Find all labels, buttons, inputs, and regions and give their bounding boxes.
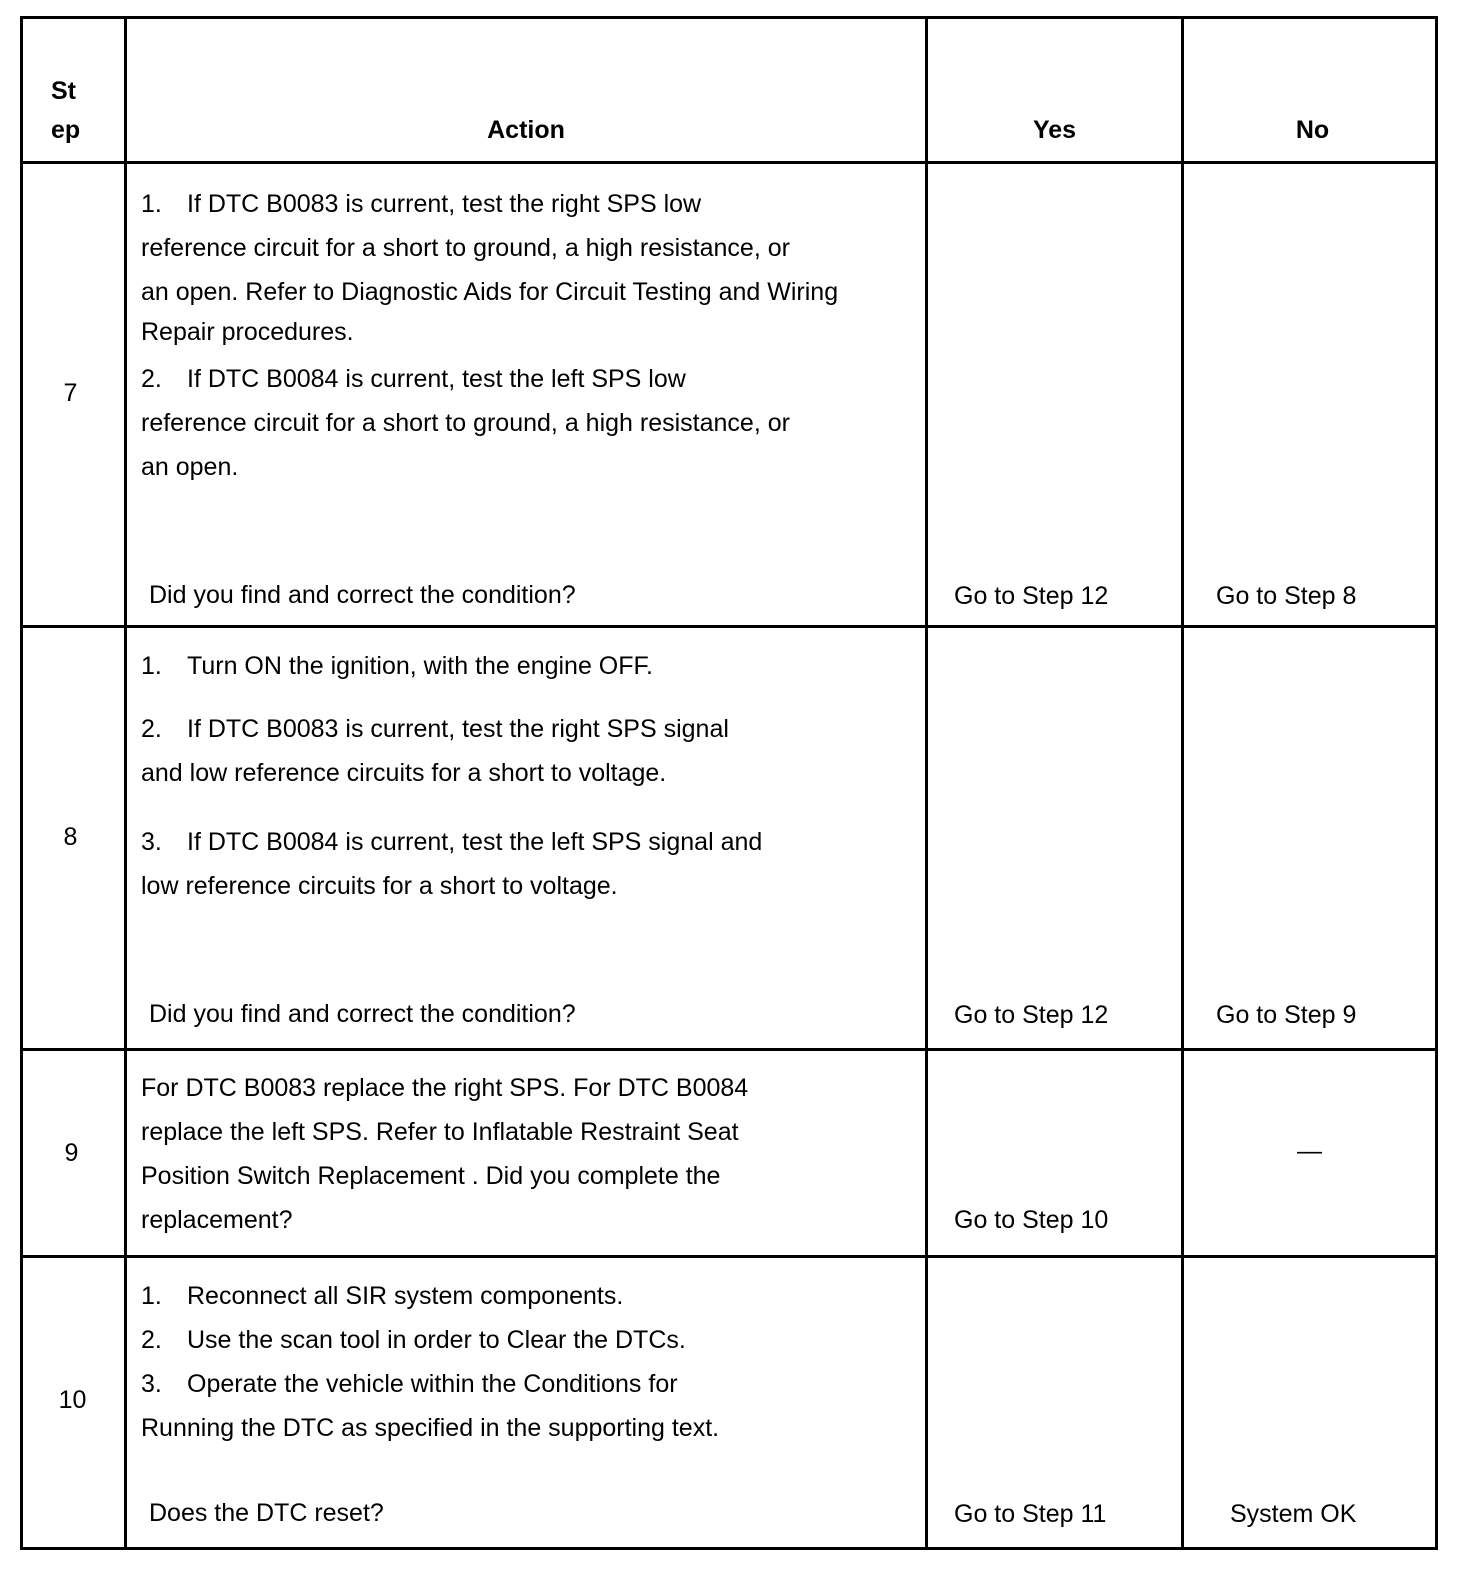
step-cell xyxy=(23,164,124,625)
yes-answer: Go to Step 12 xyxy=(954,1001,1109,1029)
header-step-line2: ep xyxy=(51,116,81,144)
action-line: Running the DTC as specified in the supporting text. xyxy=(141,1414,720,1442)
action-line: and low reference circuits for a short to voltage. xyxy=(141,759,667,787)
action-line: Position Switch Replacement . Did you complete the xyxy=(141,1162,721,1190)
no-cell xyxy=(1181,164,1441,625)
no-cell xyxy=(1181,1258,1441,1547)
no-cell xyxy=(1181,628,1441,1048)
action-item-2: 2. If DTC B0083 is current, test the right SPS signal xyxy=(141,715,729,743)
no-cell xyxy=(1181,1051,1441,1255)
table-row-step-9 xyxy=(20,1051,1438,1258)
header-action: Action xyxy=(487,116,565,144)
action-cell xyxy=(124,164,925,625)
yes-answer: Go to Step 10 xyxy=(954,1206,1109,1234)
yes-cell xyxy=(925,1258,1181,1547)
header-no-cell xyxy=(1181,19,1441,161)
header-action-cell xyxy=(124,19,925,161)
action-item-3: 3. Operate the vehicle within the Conditions for xyxy=(141,1370,678,1398)
action-cell xyxy=(124,1258,925,1547)
action-item-3: 3. If DTC B0084 is current, test the left SPS signal and xyxy=(141,828,763,856)
action-line: replace the left SPS. Refer to Inflatable Restraint Seat xyxy=(141,1118,739,1146)
action-line: reference circuit for a short to ground, a high resistance, or xyxy=(141,409,790,437)
yes-cell xyxy=(925,164,1181,625)
action-line: Repair procedures. xyxy=(141,318,354,346)
action-item-2: 2. If DTC B0084 is current, test the left SPS low xyxy=(141,365,686,393)
header-step-line1: St xyxy=(51,77,76,105)
action-line: low reference circuits for a short to voltage. xyxy=(141,872,618,900)
diagnostic-table xyxy=(20,16,1438,1550)
step-cell xyxy=(23,1258,124,1547)
no-answer: System OK xyxy=(1230,1500,1357,1528)
action-item-1: 1. Reconnect all SIR system components. xyxy=(141,1282,624,1310)
action-cell xyxy=(124,628,925,1048)
yes-cell xyxy=(925,1051,1181,1255)
action-line: For DTC B0083 replace the right SPS. For DTC B0084 xyxy=(141,1074,749,1102)
step-cell xyxy=(23,628,124,1048)
action-item-2: 2. Use the scan tool in order to Clear the DTCs. xyxy=(141,1326,686,1354)
step-number: 9 xyxy=(64,1139,79,1167)
header-no: No xyxy=(1295,116,1330,144)
action-question: Did you find and correct the condition? xyxy=(149,1000,576,1028)
no-answer: Go to Step 9 xyxy=(1216,1001,1357,1029)
step-number: 10 xyxy=(58,1386,87,1414)
action-line: an open. xyxy=(141,453,239,481)
step-number: 7 xyxy=(63,379,78,407)
action-line: replacement? xyxy=(141,1206,293,1234)
table-row-step-8 xyxy=(20,628,1438,1051)
header-yes: Yes xyxy=(1032,116,1077,144)
header-yes-cell xyxy=(925,19,1181,161)
action-item-1: 1. If DTC B0083 is current, test the right SPS low xyxy=(141,190,702,218)
header-step-cell xyxy=(23,19,124,161)
step-cell xyxy=(23,1051,124,1255)
action-cell xyxy=(124,1051,925,1255)
no-answer: Go to Step 8 xyxy=(1216,582,1357,610)
yes-cell xyxy=(925,628,1181,1048)
action-line: an open. Refer to Diagnostic Aids for Circuit Testing and Wiring xyxy=(141,278,839,306)
action-line: reference circuit for a short to ground, a high resistance, or xyxy=(141,234,790,262)
step-number: 8 xyxy=(63,823,78,851)
action-question: Does the DTC reset? xyxy=(149,1499,384,1527)
action-item-1: 1. Turn ON the ignition, with the engine OFF. xyxy=(141,652,653,680)
action-question: Did you find and correct the condition? xyxy=(149,581,576,609)
table-row-step-7 xyxy=(20,161,1438,628)
table-row-step-10 xyxy=(20,1258,1438,1550)
no-answer: — xyxy=(1297,1137,1322,1165)
table-header-row xyxy=(20,16,1438,164)
yes-answer: Go to Step 12 xyxy=(954,582,1109,610)
yes-answer: Go to Step 11 xyxy=(954,1500,1107,1528)
